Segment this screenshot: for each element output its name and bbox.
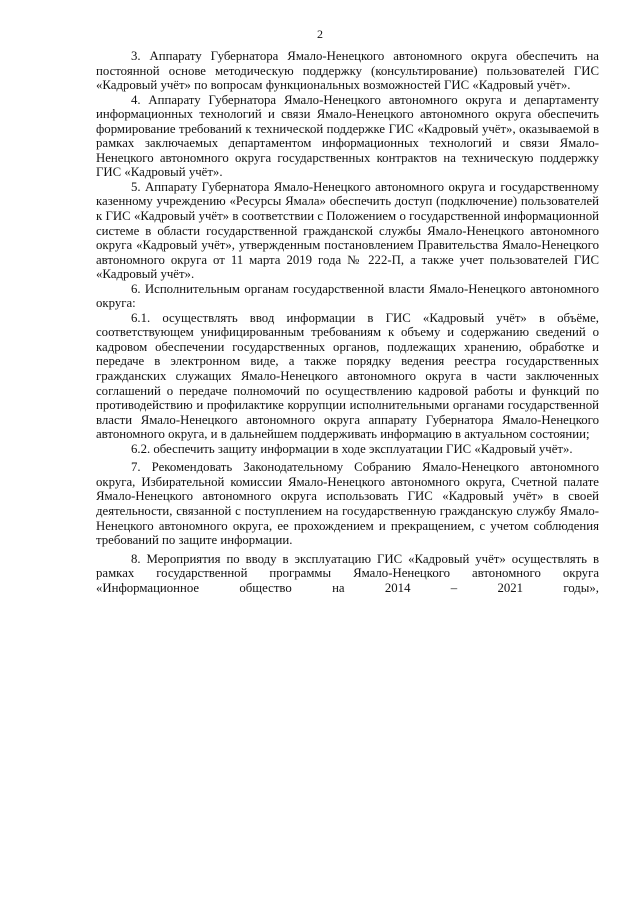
page-number: 2 (317, 27, 323, 41)
paragraph-7: 7. Рекомендовать Законодательному Собранию Ямало-Ненецкого автономного округа, Избирательной комиссии Ямало-Ненецкого автономного округа, Счетной палате Ямало-Ненецкого автономного округа использовать ГИС «Кадровый учёт» в своей деятельности, связанной с поступлением на государственную гражданскую службу Ямало-Ненецкого автономного округа, ее прохождением и прекращением, с учетом соблюдения требований по защите информации. (96, 460, 599, 548)
document-body (96, 49, 599, 595)
paragraph-4: 4. Аппарату Губернатора Ямало-Ненецкого автономного округа и департаменту информационных технологий и связи Ямало-Ненецкого автономного округа обеспечить формирование требований к технической поддержке ГИС «Кадровый учёт», оказываемой в рамках заключаемых департаментом информационных технологий и связи Ямало-Ненецкого автономного округа государственных контрактов на техническую поддержку ГИС «Кадровый учёт». (96, 92, 599, 180)
paragraph-6-2: 6.2. обеспечить защиту информации в ходе эксплуатации ГИС «Кадровый учёт». (131, 441, 573, 456)
paragraph-8: 8. Мероприятия по вводу в эксплуатацию ГИС «Кадровый учёт» осуществлять в рамках государственной программы Ямало-Ненецкого автономного округа «Информационное общество на 2014 – 2021 годы», (96, 551, 599, 595)
paragraph-6-1: 6.1. осуществлять ввод информации в ГИС «Кадровый учёт» в объёме, соответствующем унифицированным требованиям к объему и содержанию сведений о кадровом обеспечении государственных органов, подлежащих хранению, обработке и передаче в электронном виде, а также порядку ведения реестра государственных гражданских служащих Ямало-Ненецкого автономного округа в части заключенных соглашений о передаче полномочий по осуществлению кадровой работы и функций по противодействию и профилактике коррупции исполнительными органами государственной власти Ямало-Ненецкого автономного округа аппарату Губернатора Ямало-Ненецкого автономного округа, и в дальнейшем поддерживать информацию в актуальном состоянии; (96, 310, 599, 442)
paragraph-5: 5. Аппарату Губернатора Ямало-Ненецкого автономного округа и государственному казенному учреждению «Ресурсы Ямала» обеспечить доступ (подключение) пользователей к ГИС «Кадровый учёт» в соответствии с Положением о государственной информационной системе в области государственной гражданской службы Ямало-Ненецкого автономного округа «Кадровый учёт», утвержденным постановлением Правительства Ямало-Ненецкого автономного округа от 11 марта 2019 года № 222-П, а также учет пользователей ГИС «Кадровый учёт». (96, 179, 599, 282)
paragraph-3: 3. Аппарату Губернатора Ямало-Ненецкого автономного округа обеспечить на постоянной основе методическую поддержку (консультирование) пользователей ГИС «Кадровый учёт» по вопросам функциональных возможностей ГИС «Кадровый учёт». (96, 49, 599, 93)
paragraph-6: 6. Исполнительным органам государственной власти Ямало-Ненецкого автономного округа: (96, 281, 599, 311)
